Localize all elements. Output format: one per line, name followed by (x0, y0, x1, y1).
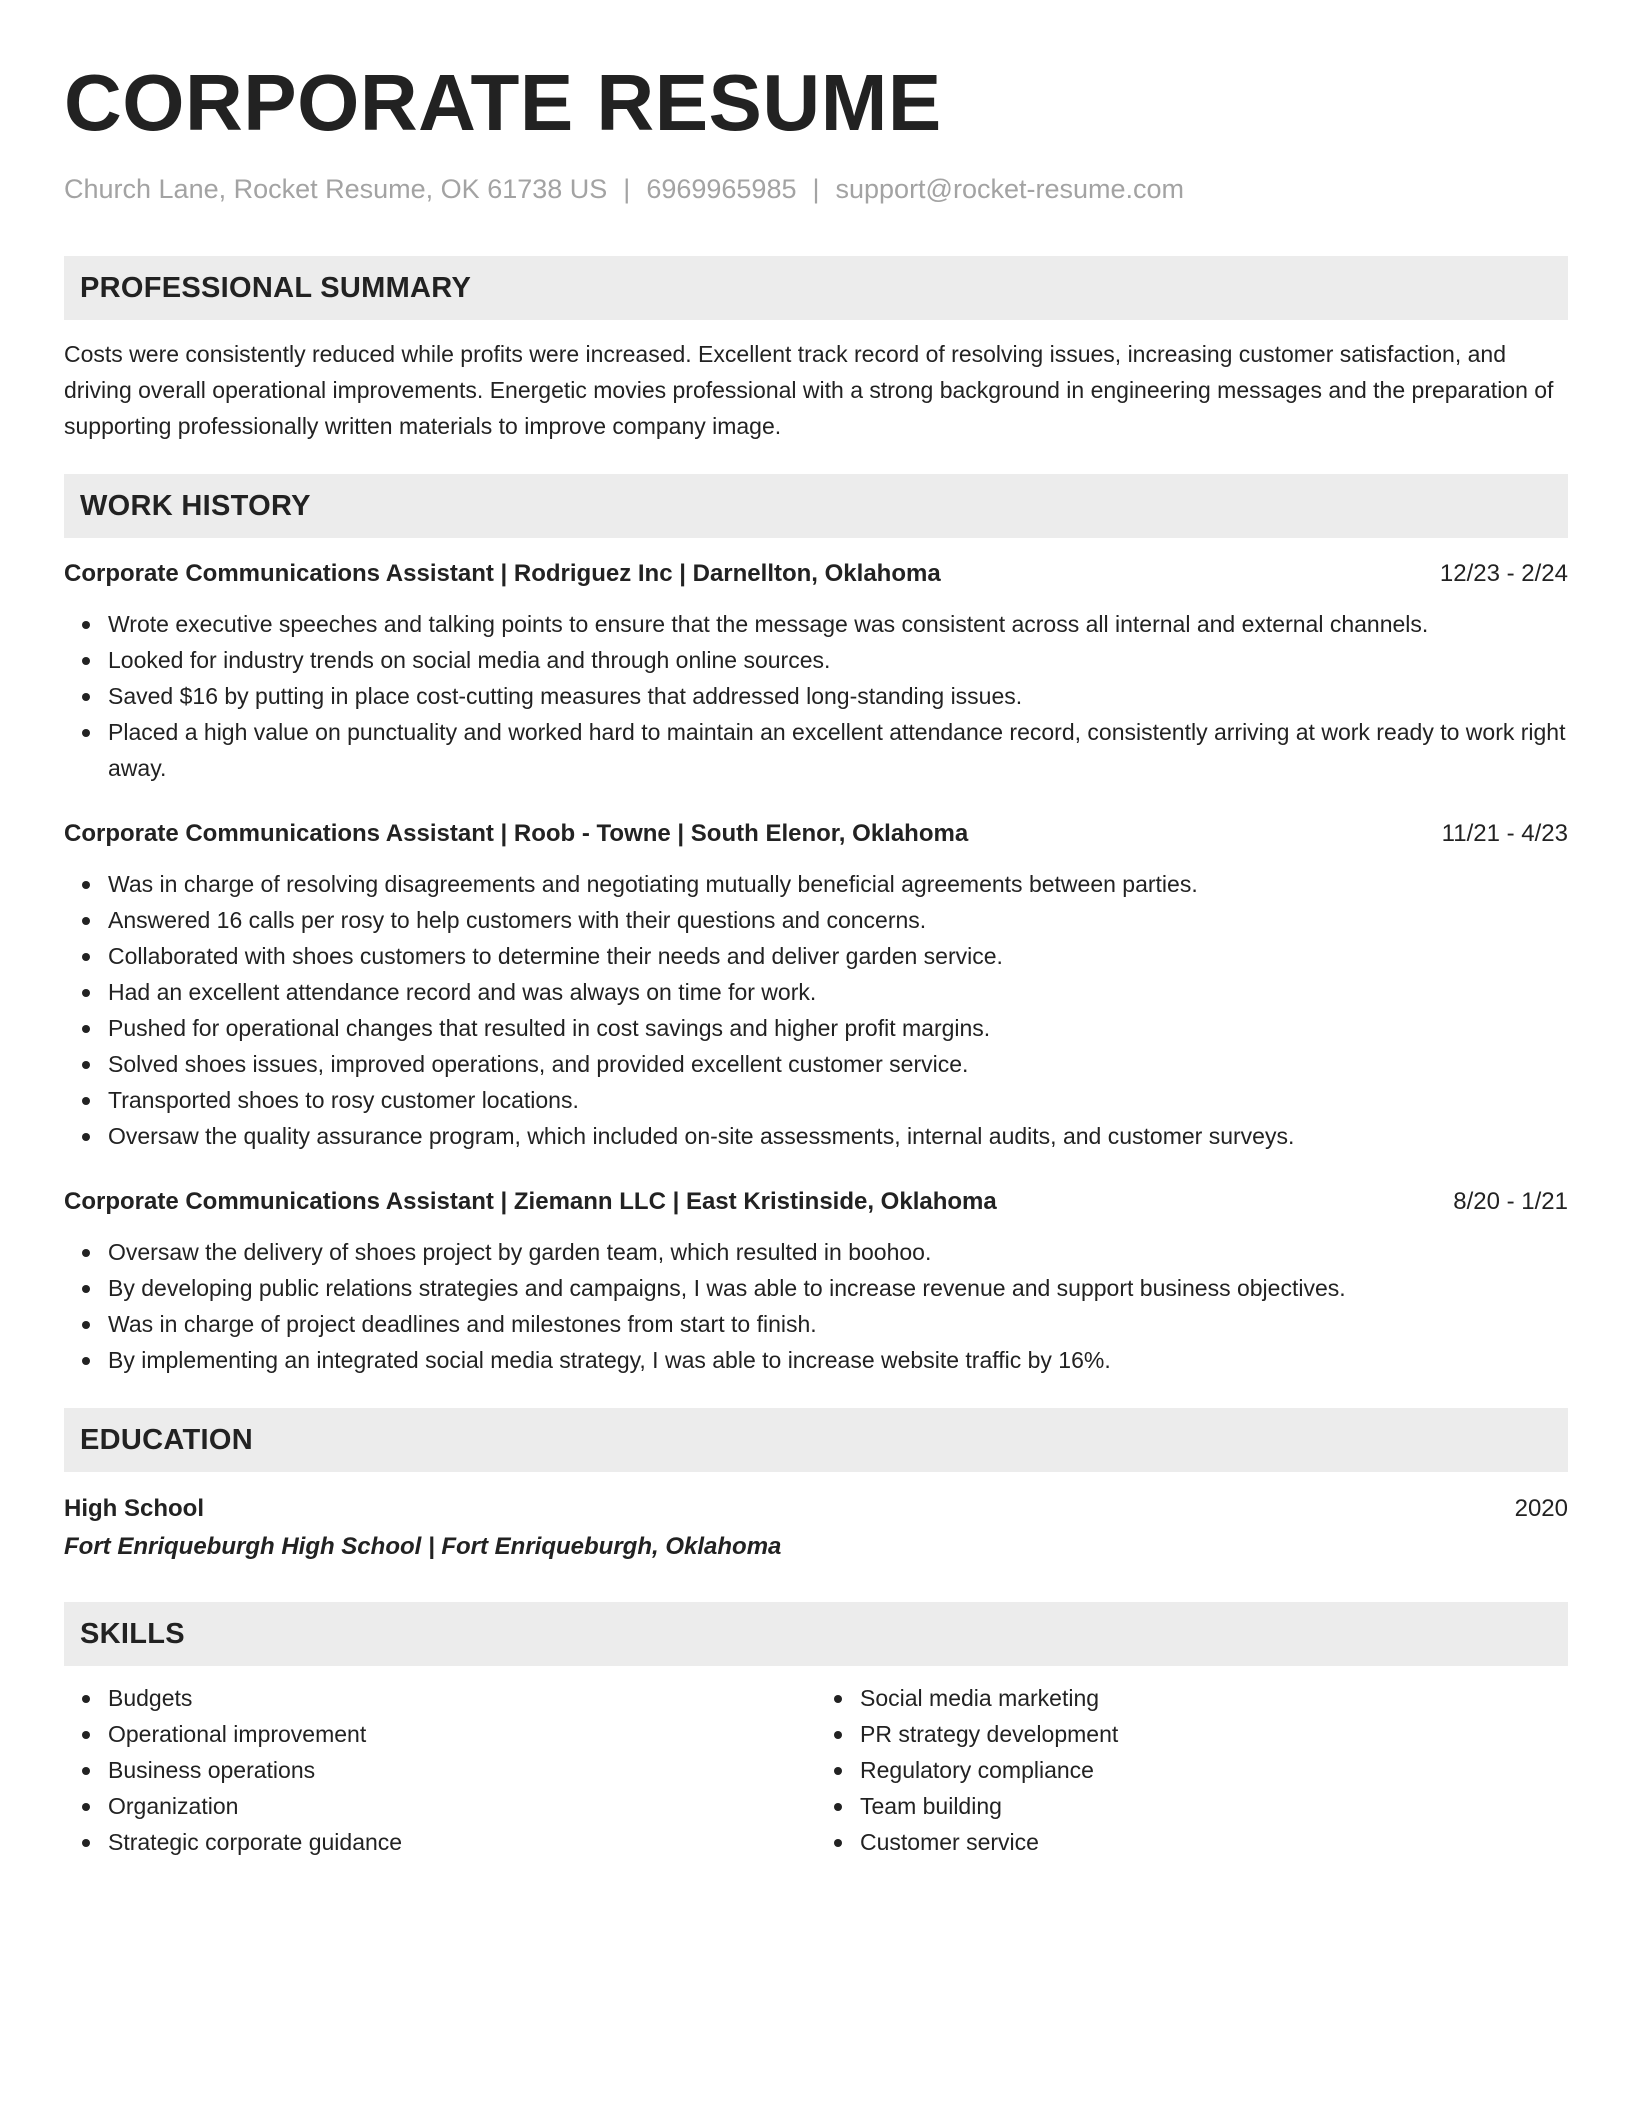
job-bullet: Was in charge of project deadlines and milestones from start to finish. (108, 1306, 1568, 1342)
skill-item: Strategic corporate guidance (108, 1824, 816, 1860)
job-dates: 8/20 - 1/21 (1453, 1188, 1568, 1215)
job-bullet: Was in charge of resolving disagreements and negotiating mutually beneficial agreements between parties. (108, 866, 1568, 902)
job-dates: 12/23 - 2/24 (1439, 560, 1568, 587)
job-title: Corporate Communications Assistant | Ziemann LLC | East Kristinside, Oklahoma (64, 1188, 997, 1215)
phone-text: 6969965985 (646, 174, 797, 204)
skill-item: PR strategy development (860, 1716, 1568, 1752)
skill-item: Team building (860, 1788, 1568, 1824)
job-bullet: Saved $16 by putting in place cost-cutting measures that addressed long-standing issues. (108, 678, 1568, 714)
job-entry (64, 556, 1568, 786)
education-degree: High School (64, 1495, 204, 1522)
contact-separator: | (623, 174, 631, 204)
email-link[interactable]: support@rocket-resume.com (835, 174, 1185, 204)
job-header (64, 556, 1568, 592)
skill-item: Regulatory compliance (860, 1752, 1568, 1788)
job-bullet: Transported shoes to rosy customer locations. (108, 1082, 1568, 1118)
job-bullet: Looked for industry trends on social media and through online sources. (108, 642, 1568, 678)
skill-item: Customer service (860, 1824, 1568, 1860)
job-title: Corporate Communications Assistant | Roob - Towne | South Elenor, Oklahoma (64, 820, 969, 847)
job-bullets (64, 1234, 1568, 1378)
job-bullets (64, 606, 1568, 786)
job-bullets (64, 866, 1568, 1154)
job-bullet: Wrote executive speeches and talking points to ensure that the message was consistent across all internal and external channels. (108, 606, 1568, 642)
job-header (64, 816, 1568, 852)
skills-list (64, 1680, 816, 1860)
skills-section-header: SKILLS (64, 1602, 1568, 1666)
job-bullet: Oversaw the delivery of shoes project by garden team, which resulted in boohoo. (108, 1234, 1568, 1270)
summary-section-header: PROFESSIONAL SUMMARY (64, 256, 1568, 320)
skill-item: Organization (108, 1788, 816, 1824)
job-bullet: Placed a high value on punctuality and worked hard to maintain an excellent attendance record, consistently arriving at work ready to work right away. (108, 714, 1568, 786)
job-bullet: By implementing an integrated social media strategy, I was able to increase website traffic by 16%. (108, 1342, 1568, 1378)
address-text: Church Lane, Rocket Resume, OK 61738 US (64, 174, 608, 204)
education-section-header: EDUCATION (64, 1408, 1568, 1472)
job-bullet: Had an excellent attendance record and was always on time for work. (108, 974, 1568, 1010)
skills-column-left (64, 1680, 816, 1860)
job-title: Corporate Communications Assistant | Rodriguez Inc | Darnellton, Oklahoma (64, 560, 941, 587)
job-header (64, 1184, 1568, 1220)
education-header (64, 1490, 1568, 1528)
contact-line (64, 172, 1568, 206)
skill-item: Operational improvement (108, 1716, 816, 1752)
skill-item: Business operations (108, 1752, 816, 1788)
education-school: Fort Enriqueburgh High School | Fort Enriqueburgh, Oklahoma (64, 1533, 782, 1560)
contact-separator: | (812, 174, 820, 204)
job-bullet: Solved shoes issues, improved operations, and provided excellent customer service. (108, 1046, 1568, 1082)
job-dates: 11/21 - 4/23 (1441, 820, 1568, 847)
resume-title: CORPORATE RESUME (64, 58, 942, 147)
job-bullet: Answered 16 calls per rosy to help customers with their questions and concerns. (108, 902, 1568, 938)
education-entry (64, 1490, 1568, 1566)
job-entry (64, 1184, 1568, 1378)
summary-text: Costs were consistently reduced while profits were increased. Excellent track record of resolving issues, increasing customer satisfaction, and driving overall operational improvements. Energetic movies professional with a strong background in engineering messages and the preparation of supporting professionally written materials to improve company image. (64, 341, 1554, 439)
skill-item: Budgets (108, 1680, 816, 1716)
work-history-section-header: WORK HISTORY (64, 474, 1568, 538)
skills-list (816, 1680, 1568, 1860)
job-bullet: Collaborated with shoes customers to determine their needs and deliver garden service. (108, 938, 1568, 974)
skill-item: Social media marketing (860, 1680, 1568, 1716)
skills-column-right (816, 1680, 1568, 1860)
job-bullet: Oversaw the quality assurance program, which included on-site assessments, internal audits, and customer surveys. (108, 1118, 1568, 1154)
job-entry (64, 816, 1568, 1154)
job-bullet: By developing public relations strategies and campaigns, I was able to increase revenue and support business objectives. (108, 1270, 1568, 1306)
education-year: 2020 (1514, 1495, 1568, 1522)
job-bullet: Pushed for operational changes that resulted in cost savings and higher profit margins. (108, 1010, 1568, 1046)
skills-grid (64, 1680, 1568, 1860)
